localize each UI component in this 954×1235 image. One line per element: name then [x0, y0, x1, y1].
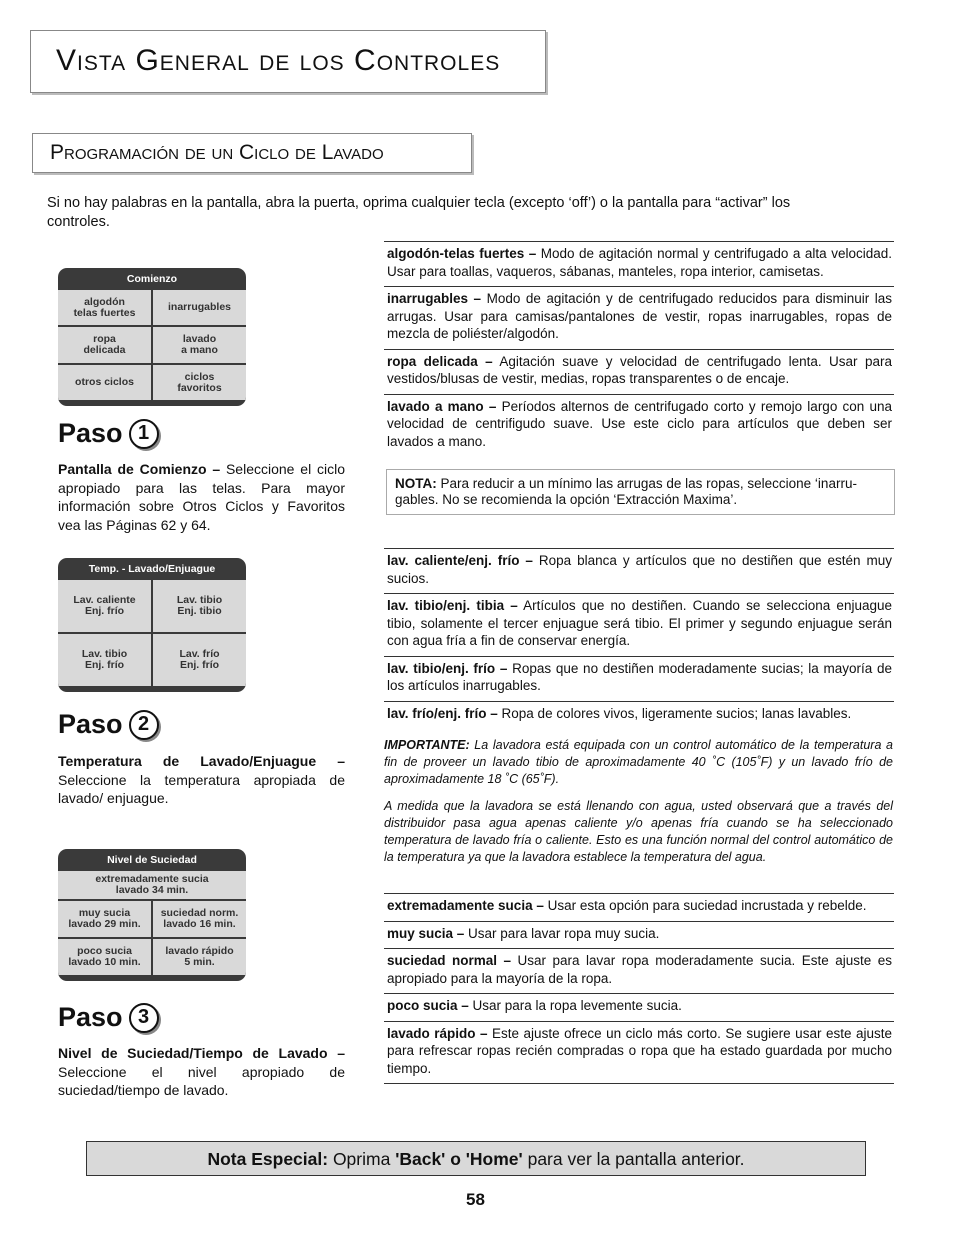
importante-note-2: A medida que la lavadora se está llenando con agua, usted observará que a través del distribuidor pasa agua apenas caliente y/o apenas fría cuando se ha seleccionado temperatura de lavado fría o caliente. Esto es una función normal del control automático de la temperatura ya que la lavadora establece la temperatura del agua. — [384, 799, 893, 864]
option-suciedad-normal[interactable]: suciedad norm. lavado 16 min. — [153, 901, 246, 937]
page-number: 58 — [466, 1190, 485, 1209]
option-lavado-a-mano[interactable]: lavado a mano — [153, 327, 246, 363]
definition-row — [384, 893, 894, 921]
section-subtitle: Programación de un Ciclo de Lavado — [50, 141, 384, 164]
option-extremadamente-sucia[interactable]: extremadamente sucia lavado 34 min. — [58, 871, 246, 899]
step-2-heading — [58, 709, 159, 740]
option-lav-caliente-enj-frio[interactable]: Lav. caliente Enj. frío — [58, 580, 151, 632]
nota-label: NOTA: — [395, 476, 437, 491]
definition-desc: Usar para lavar ropa moderadamente sucia. Este ajuste es apropiado para la mayoría de la ropa. — [387, 953, 892, 986]
definition-term: inarrugables – — [387, 291, 482, 306]
definition-term: lav. tibio/enj. tibia – — [387, 598, 518, 613]
definition-term: extremadamente sucia – — [387, 898, 544, 913]
temperature-screen — [58, 558, 246, 692]
step-1-text — [58, 460, 345, 534]
definition-row — [384, 656, 894, 701]
special-note-banner — [86, 1141, 866, 1176]
option-algodon[interactable]: algodón telas fuertes — [58, 290, 151, 325]
definition-term: lav. tibio/enj. frío – — [387, 660, 508, 676]
soil-header: Nivel de Suciedad — [107, 854, 197, 866]
definition-term: suciedad normal – — [387, 953, 511, 968]
definition-row — [384, 1021, 894, 1085]
step-3-text — [58, 1044, 345, 1100]
step-2-text — [58, 752, 345, 808]
definition-desc: Modo de agitación normal y centrifugado a alta velocidad. Usar para toallas, vaqueros, sábanas, manteles, ropa interior, camisetas. — [387, 246, 892, 279]
soil-definitions — [384, 893, 894, 1084]
definition-desc: Artículos que no destiñen. Cuando se selecciona enjuague tibio, solamente el tercer enjuague será tibio. El primer y segundo enjuague serán con agua fría a fin de conservar energía. — [387, 598, 892, 648]
definition-term: poco sucia – — [387, 998, 469, 1013]
option-muy-sucia[interactable]: muy sucia lavado 29 min. — [58, 901, 151, 937]
definition-desc: Agitación suave y velocidad de centrifugado lenta. Usar para vestidos/blusas de vestir, medias, ropas transparentes o de encaje. — [387, 353, 892, 386]
definition-row — [384, 921, 894, 949]
step-number-badge: 3 — [129, 1003, 159, 1033]
definition-row — [384, 701, 894, 729]
definition-row — [384, 593, 894, 656]
option-lav-tibio-enj-tibio[interactable]: Lav. tibio Enj. tibio — [153, 580, 246, 632]
temp-header: Temp. - Lavado/Enjuague — [88, 563, 216, 575]
step-1-heading — [58, 418, 159, 449]
option-inarrugables[interactable]: inarrugables — [153, 290, 246, 325]
definition-desc: Usar para lavar ropa muy sucia. — [464, 925, 660, 941]
step-3-title: Nivel de Suciedad/Tiempo de Lavado – — [58, 1045, 345, 1061]
option-ropa-delicada[interactable]: ropa delicada — [58, 327, 151, 363]
definition-term: lavado a mano – — [387, 398, 497, 414]
definition-desc: Períodos alternos de centrifugado corto y remojo largo con una velocidad de centrifigudo suave. Use este ciclo para artículos que deben ser lavados a mano. — [387, 398, 892, 449]
step-number-badge: 2 — [129, 710, 159, 740]
step-number-badge: 1 — [129, 419, 159, 449]
definition-desc: Este ajuste ofrece un ciclo más corto. Se sugiere usar este ajuste para refrescar ropas recién compradas o ropa que ha estado guardada por mucho tiempo. — [387, 1025, 892, 1076]
definition-row — [384, 394, 894, 457]
definition-term: lav. caliente/enj. frío – — [387, 553, 533, 568]
definition-desc: Usar esta opción para suciedad incrustada y rebelde. — [543, 898, 867, 913]
importante-note — [384, 737, 893, 788]
definition-desc: Usar para la ropa levemente sucia. — [468, 998, 682, 1013]
step-3-desc: Seleccione el nivel apropiado de suciedad/tiempo de lavado. — [58, 1063, 345, 1098]
step-label: Paso — [58, 1002, 123, 1032]
step-1-title: Pantalla de Comienzo – — [58, 461, 221, 477]
step-3-heading — [58, 1002, 159, 1033]
step-2-desc: Seleccione la temperatura apropiada de lavado/ enjuague. — [58, 771, 345, 806]
importante-text: La lavadora está equipada con un control automático de la temperatura a fin de proveer un lavado tibio de aproximadamente 40 ˚C (105˚F) y un lavado frío de aproximadamente 18 ˚C (65˚F). — [384, 738, 893, 786]
definition-term: algodón-telas fuertes – — [387, 246, 537, 261]
special-note-post: para ver la pantalla anterior. — [522, 1149, 745, 1169]
definition-term: lav. frío/enj. frío – — [387, 705, 498, 721]
definition-row — [384, 241, 894, 286]
definition-row — [384, 948, 894, 993]
intro-text: Si no hay palabras en la pantalla, abra la puerta, oprima cualquier tecla (excepto ‘off’) o la pantalla para “activar” los controles. — [47, 195, 791, 230]
nota-box — [386, 469, 895, 515]
option-lav-frio-enj-frio[interactable]: Lav. frío Enj. frío — [153, 634, 246, 686]
comienzo-screen — [58, 268, 246, 406]
definition-desc: Ropa de colores vivos, ligeramente sucios; lanas lavables. — [497, 705, 852, 721]
definition-desc: Ropa blanca y artículos que no destiñen que estén muy sucios. — [387, 553, 892, 586]
cycle-definitions — [384, 241, 894, 456]
special-note-keys: 'Back' o 'Home' — [395, 1149, 523, 1169]
special-note-pre: Oprima — [328, 1149, 396, 1169]
step-1-desc: Seleccione el ciclo apropiado para las telas. Para mayor información sobre Otros Ciclos y Favoritos vea las Páginas 62 y 64. — [58, 461, 345, 533]
step-label: Paso — [58, 709, 123, 739]
option-lav-tibio-enj-frio[interactable]: Lav. tibio Enj. frío — [58, 634, 151, 686]
definition-desc: Ropas que no destiñen moderadamente sucias; la mayoría de los artículos inarrugables. — [387, 660, 892, 693]
definition-row — [384, 993, 894, 1021]
definition-row — [384, 286, 894, 349]
step-2-title: Temperatura de Lavado/Enjuague – — [58, 753, 345, 769]
definition-term: lavado rápido – — [387, 1025, 488, 1041]
step-label: Paso — [58, 418, 123, 448]
option-otros-ciclos[interactable]: otros ciclos — [58, 365, 151, 400]
option-poco-sucia[interactable]: poco sucia lavado 10 min. — [58, 939, 151, 975]
temperature-definitions — [384, 548, 894, 728]
definition-term: muy sucia – — [387, 925, 465, 941]
comienzo-header: Comienzo — [126, 273, 178, 285]
definition-row — [384, 349, 894, 394]
special-note-label: Nota Especial: — [207, 1149, 329, 1169]
definition-desc: Modo de agitación y de centrifugado reducidos para disminuir las arrugas. Usar para camisas/pantalones de vestir, ropas inarrugables, ropas de mezcla de poliéster/algodón. — [387, 291, 892, 341]
definition-row — [384, 548, 894, 593]
option-lavado-rapido[interactable]: lavado rápido 5 min. — [153, 939, 246, 975]
nota-text: Para reducir a un mínimo las arrugas de las ropas, seleccione ‘inarru-gables. No se recomienda la opción ‘Extracción Maxima’. — [395, 476, 857, 507]
page-title: Vista General de los Controles — [56, 44, 501, 77]
importante-label: IMPORTANTE: — [384, 738, 470, 752]
definition-term: ropa delicada – — [387, 353, 493, 369]
option-ciclos-favoritos[interactable]: ciclos favoritos — [153, 365, 246, 400]
soil-level-screen — [58, 849, 246, 981]
